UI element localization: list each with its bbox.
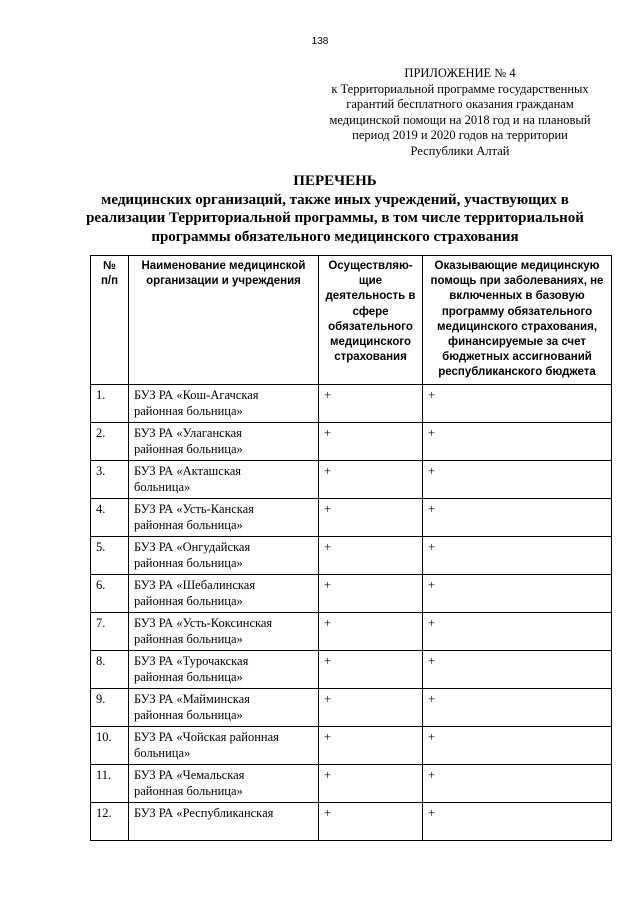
header-line: медицинского — [329, 336, 412, 349]
budget-mark: + — [423, 574, 612, 612]
table-row — [91, 688, 612, 726]
organization-name — [129, 726, 319, 764]
header-line: программу обязательного — [441, 305, 593, 318]
organization-name-line: БУЗ РА «Усть-Коксинская — [134, 615, 273, 630]
organization-name-line: БУЗ РА «Усть-Канская — [134, 501, 254, 516]
organization-name-line: районная больница» — [134, 517, 243, 532]
organization-name-line: БУЗ РА «Майминская — [134, 691, 250, 706]
oms-mark: + — [319, 574, 423, 612]
table-row — [91, 460, 612, 498]
organization-name-line: БУЗ РА «Онгудайская — [134, 539, 251, 554]
table-body — [91, 384, 612, 840]
organization-name-line: БУЗ РА «Кош-Агачская — [134, 387, 259, 402]
organization-name — [129, 498, 319, 536]
header-line: сфере — [352, 305, 389, 318]
row-number: 2. — [91, 422, 129, 460]
table-header-row — [91, 256, 612, 385]
table-row — [91, 384, 612, 422]
organization-name — [129, 422, 319, 460]
table-row — [91, 574, 612, 612]
organization-name-line: БУЗ РА «Акташская — [134, 463, 242, 478]
appendix-note — [300, 66, 620, 159]
table-row — [91, 802, 612, 840]
appendix-line: гарантий бесплатного оказания гражданам — [346, 97, 574, 111]
table-row — [91, 536, 612, 574]
organization-name-line: больница» — [134, 479, 191, 494]
budget-mark: + — [423, 536, 612, 574]
oms-mark: + — [319, 802, 423, 840]
oms-mark: + — [319, 688, 423, 726]
organization-name-line: БУЗ РА «Республиканская — [134, 805, 274, 820]
header-line: деятельность в — [325, 290, 416, 303]
organization-name-line: БУЗ РА «Улаганская — [134, 425, 242, 440]
organization-name — [129, 688, 319, 726]
row-number: 6. — [91, 574, 129, 612]
organizations-table — [90, 255, 612, 841]
page-number: 138 — [311, 36, 329, 47]
oms-mark: + — [319, 612, 423, 650]
budget-mark: + — [423, 422, 612, 460]
header-line: включенных в базовую — [449, 290, 585, 303]
row-number: 11. — [91, 764, 129, 802]
row-number: 7. — [91, 612, 129, 650]
heading-line: программы обязательного медицинского страхования — [151, 228, 519, 245]
row-number: 12. — [91, 802, 129, 840]
heading-line: реализации Территориальной программы, в том числе территориальной — [86, 210, 584, 226]
header-number — [91, 256, 129, 385]
table-row — [91, 422, 612, 460]
appendix-line: к Территориальной программе государственных — [331, 81, 589, 96]
oms-mark: + — [319, 422, 423, 460]
budget-mark: + — [423, 688, 612, 726]
organization-name-line: больница» — [134, 745, 191, 760]
organization-name — [129, 612, 319, 650]
header-line: организации и учреждения — [146, 275, 301, 288]
document-heading — [60, 172, 610, 246]
row-number: 10. — [91, 726, 129, 764]
organization-name-line: районная больница» — [134, 669, 243, 684]
organization-name-line: районная больница» — [134, 441, 243, 456]
budget-mark: + — [423, 650, 612, 688]
organization-name-line: районная больница» — [134, 631, 243, 646]
organization-name-line: районная больница» — [134, 707, 243, 722]
appendix-line: период 2019 и 2020 годов на территории — [352, 128, 568, 142]
header-organization-name — [129, 256, 319, 385]
header-line: медицинского страхования, — [436, 320, 598, 333]
organization-name-line: районная больница» — [134, 593, 243, 608]
oms-mark: + — [319, 650, 423, 688]
header-line: Оказывающие медицинскую — [434, 260, 600, 272]
budget-mark: + — [423, 498, 612, 536]
oms-mark: + — [319, 498, 423, 536]
budget-mark: + — [423, 726, 612, 764]
organization-name — [129, 384, 319, 422]
budget-mark: + — [423, 460, 612, 498]
organization-name — [129, 650, 319, 688]
header-line: щие — [358, 275, 383, 288]
organization-name — [129, 536, 319, 574]
table-row — [91, 726, 612, 764]
row-number: 9. — [91, 688, 129, 726]
row-number: 5. — [91, 536, 129, 574]
row-number: 3. — [91, 460, 129, 498]
oms-mark: + — [319, 460, 423, 498]
header-line: № — [103, 260, 116, 272]
appendix-title: ПРИЛОЖЕНИЕ № 4 — [404, 66, 516, 80]
organization-name — [129, 764, 319, 802]
header-budget-care — [423, 256, 612, 385]
oms-mark: + — [319, 536, 423, 574]
row-number: 4. — [91, 498, 129, 536]
appendix-line: Республики Алтай — [410, 143, 510, 158]
table-row — [91, 498, 612, 536]
organization-name — [129, 460, 319, 498]
header-line: Наименование медицинской — [141, 260, 306, 272]
header-line: п/п — [100, 275, 119, 288]
organization-name-line: районная больница» — [134, 555, 243, 570]
organization-name-line: БУЗ РА «Шебалинская — [134, 577, 256, 592]
budget-mark: + — [423, 384, 612, 422]
row-number: 8. — [91, 650, 129, 688]
appendix-line: медицинской помощи на 2018 год и на плановый — [329, 112, 591, 127]
oms-mark: + — [319, 384, 423, 422]
organization-name — [129, 574, 319, 612]
header-line: республиканского бюджета — [438, 366, 596, 379]
row-number: 1. — [91, 384, 129, 422]
heading-line: медицинских организаций, также иных учреждений, участвующих в — [101, 191, 569, 208]
organization-name-line: БУЗ РА «Чойская районная — [134, 729, 279, 744]
heading-title: ПЕРЕЧЕНЬ — [293, 173, 377, 189]
header-line: Осуществляю- — [328, 260, 413, 272]
oms-mark: + — [319, 764, 423, 802]
table-row — [91, 650, 612, 688]
organization-name — [129, 802, 319, 840]
budget-mark: + — [423, 802, 612, 840]
table-row — [91, 764, 612, 802]
header-oms-activity — [319, 256, 423, 385]
header-line: финансируемые за счет — [448, 336, 586, 349]
oms-mark: + — [319, 726, 423, 764]
budget-mark: + — [423, 612, 612, 650]
header-line: бюджетных ассигнований — [442, 351, 592, 364]
organization-name-line: районная больница» — [134, 403, 243, 418]
organization-name-line: районная больница» — [134, 783, 243, 798]
header-line: помощь при заболеваниях, не — [430, 275, 604, 288]
budget-mark: + — [423, 764, 612, 802]
header-line: обязательного — [328, 320, 413, 333]
organization-name-line: БУЗ РА «Турочакская — [134, 653, 249, 668]
table-row — [91, 612, 612, 650]
organization-name-line: БУЗ РА «Чемальская — [134, 767, 245, 782]
header-line: страхования — [334, 351, 407, 364]
